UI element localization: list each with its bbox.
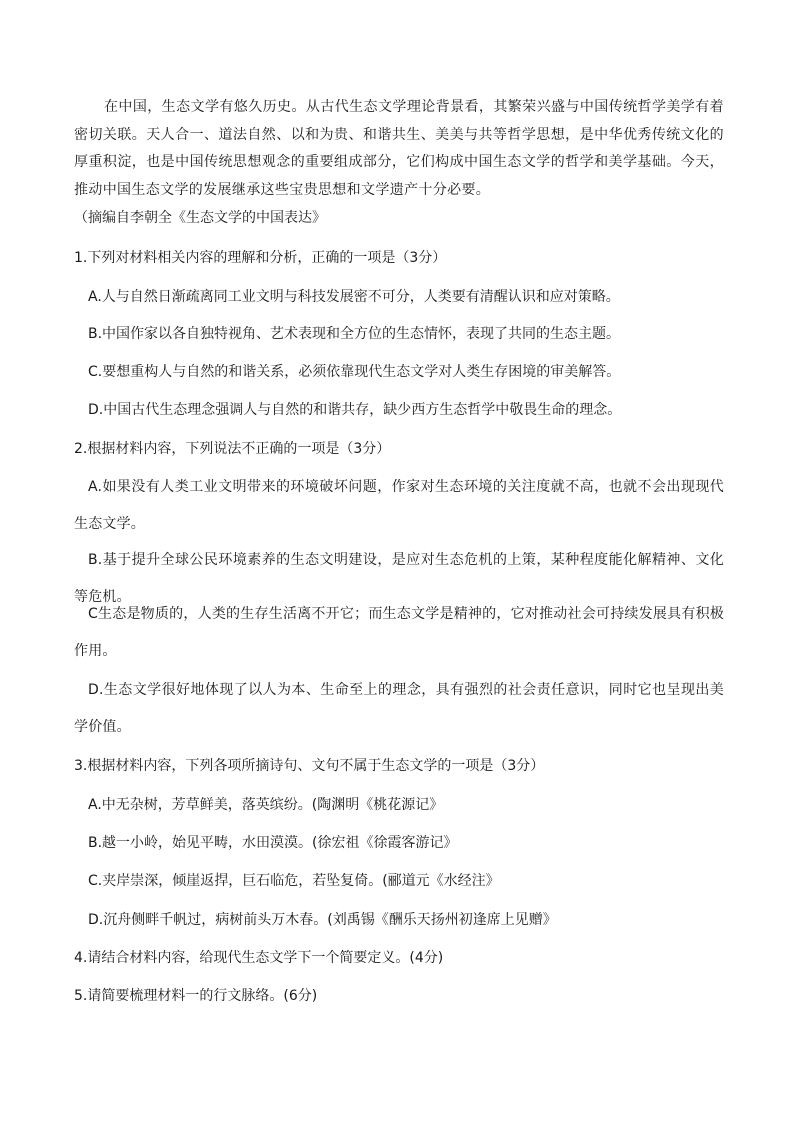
- question-2-option-c: C生态是物质的，人类的生存生活离不开它；而生态文学是精神的，它对推动社会可持续发展具有积极作用。: [74, 606, 724, 659]
- question-3-option-b: B.越一小岭，始见平畴，水田漠漠。(徐宏祖《徐霞客游记》: [88, 835, 458, 851]
- question-3-option-d: D.沉舟侧畔千帆过，病树前头万木春。(刘禹锡《酬乐天扬州初逢席上见赠》: [88, 912, 557, 928]
- source-citation: （摘编自李朝全《生态文学的中国表达》: [74, 210, 326, 226]
- question-1-option-c: C.要想重构人与自然的和谐关系，必须依靠现代生态文学对人类生存困境的审美解答。: [88, 364, 621, 380]
- passage-paragraph: 在中国，生态文学有悠久历史。从古代生态文学理论背景看，其繁荣兴盛与中国传统哲学美学有着密切关联。天人合一、道法自然、以和为贵、和谐共生、美美与共等哲学思想，是中华优秀传统文化的厚重积淀，也是中国传统思想观念的重要组成部分，它们构成中国生态文学的哲学和美学基础。今天，推动中国生态文学的发展继承这些宝贵思想和文学遗产十分必要。: [74, 99, 724, 198]
- question-2-option-d: D.生态文学很好地体现了以人为本、生命至上的理念，具有强烈的社会责任意识，同时它也呈现出美学价值。: [74, 682, 724, 735]
- question-2-stem: 2.根据材料内容，下列说法不正确的一项是（3分）: [74, 441, 391, 457]
- question-3-stem: 3.根据材料内容，下列各项所摘诗句、文句不属于生态文学的一项是（3分）: [74, 758, 545, 774]
- question-1-option-a: A.人与自然日渐疏离同工业文明与科技发展密不可分，人类要有清醒认识和应对策略。: [88, 289, 620, 305]
- question-1-option-d: D.中国古代生态理念强调人与自然的和谐共存，缺少西方生态哲学中敬畏生命的理念。: [88, 402, 622, 418]
- question-2-option-b: B.基于提升全球公民环境素养的生态文明建设，是应对生态危机的上策，某种程度能化解精神、文化等危机。: [74, 552, 724, 605]
- question-3-option-c: C.夹岸崇深，倾崖返捍，巨石临危，若坠复倚。(郦道元《水经注》: [88, 873, 500, 889]
- question-1-stem: 1.下列对材料相关内容的理解和分析，正确的一项是（3分）: [74, 250, 447, 266]
- question-2-option-a: A.如果没有人类工业文明带来的环境破坏问题，作家对生态环境的关注度就不高，也就不会出现现代生态文学。: [74, 479, 724, 532]
- question-3-option-a: A.中无杂树，芳草鲜美，落英缤纷。(陶渊明《桃花源记》: [88, 797, 444, 813]
- question-4-stem: 4.请结合材料内容，给现代生态文学下一个简要定义。(4分): [74, 950, 444, 966]
- question-5-stem: 5.请简要梳理材料一的行文脉络。(6分): [74, 988, 318, 1004]
- question-1-option-b: B.中国作家以各自独特视角、艺术表现和全方位的生态情怀，表现了共同的生态主题。: [88, 326, 621, 342]
